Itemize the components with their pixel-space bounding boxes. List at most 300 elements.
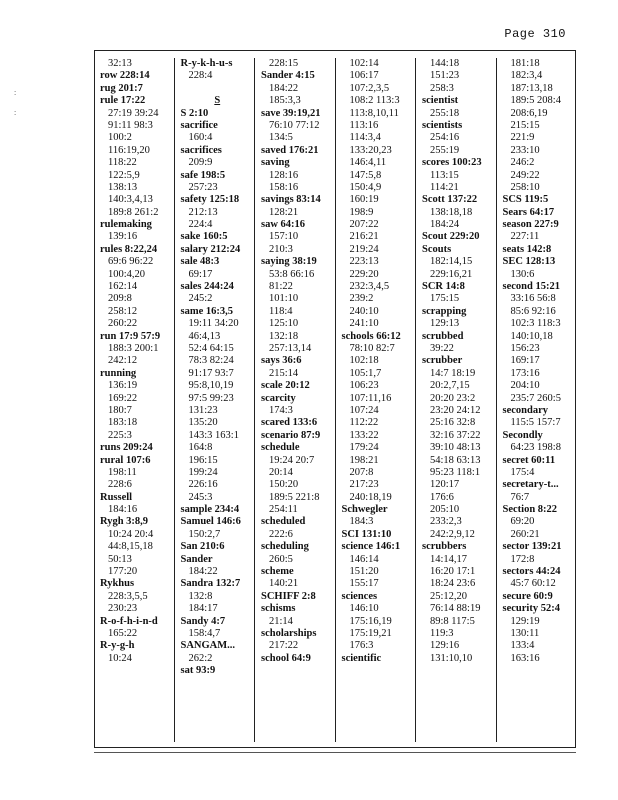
page-line-ref: 204:10 bbox=[510, 380, 540, 392]
page-line-ref: 262:2 bbox=[188, 652, 213, 664]
page-line-ref: 76:14 88:19 bbox=[430, 603, 481, 615]
page-line-ref: 246:2 bbox=[510, 157, 535, 169]
page-line-ref: 151:23 bbox=[430, 70, 460, 82]
page-line-ref: 215:15 bbox=[510, 119, 540, 131]
index-term: scientific bbox=[341, 652, 382, 664]
page-line-ref: 169:22 bbox=[108, 392, 138, 404]
page-line-ref: 105:1,7 bbox=[349, 367, 382, 379]
page-line-ref: 25:16 32:8 bbox=[430, 417, 476, 429]
page-line-ref: 107:11,16 bbox=[349, 392, 392, 404]
page-line-ref: 249:22 bbox=[510, 169, 540, 181]
index-term: running bbox=[100, 367, 137, 379]
index-term: San 210:6 bbox=[180, 541, 225, 553]
page-line-ref: 135:20 bbox=[188, 417, 218, 429]
index-term: savings 83:14 bbox=[261, 194, 321, 206]
page-line-ref: 242:12 bbox=[108, 355, 138, 367]
page-line-ref: 257:13,14 bbox=[269, 342, 312, 354]
page-line-ref: 46:4,13 bbox=[188, 330, 221, 342]
index-term: seats 142:8 bbox=[502, 243, 552, 255]
index-term: schisms bbox=[261, 603, 296, 615]
page-line-ref: 125:10 bbox=[269, 318, 299, 330]
page-line-ref: 10:24 20:4 bbox=[108, 528, 154, 540]
index-term: scrubbed bbox=[422, 330, 464, 342]
index-term: same 16:3,5 bbox=[180, 305, 233, 317]
page-line-ref: 196:15 bbox=[188, 454, 218, 466]
index-term: scarcity bbox=[261, 392, 296, 404]
page-line-ref: 128:21 bbox=[269, 206, 299, 218]
index-term: save 39:19,21 bbox=[261, 107, 321, 119]
page-line-ref: 27:19 39:24 bbox=[108, 107, 159, 119]
page-line-ref: 114:21 bbox=[430, 181, 459, 193]
page-line-ref: 113:8,10,11 bbox=[349, 107, 399, 119]
page-line-ref: 160:4 bbox=[188, 132, 213, 144]
page-line-ref: 97:5 99:23 bbox=[188, 392, 234, 404]
index-term: rulemaking bbox=[100, 219, 152, 231]
index-term: secondary bbox=[502, 404, 548, 416]
index-term: sciences bbox=[341, 590, 378, 602]
page-line-ref: 184:24 bbox=[430, 219, 460, 231]
index-term: Scouts bbox=[422, 243, 452, 255]
page-line-ref: 146:14 bbox=[349, 553, 379, 565]
index-term: scale 20:12 bbox=[261, 380, 310, 392]
index-column bbox=[175, 58, 256, 742]
page-line-ref: 150:4,9 bbox=[349, 181, 382, 193]
index-term: scenario 87:9 bbox=[261, 429, 321, 441]
page-line-ref: 254:16 bbox=[430, 132, 460, 144]
page-line-ref: 228:15 bbox=[269, 58, 299, 69]
page-line-ref: 223:13 bbox=[349, 256, 379, 268]
index-term: Section 8:22 bbox=[502, 504, 558, 516]
page-line-ref: 106:23 bbox=[349, 380, 379, 392]
index-term: Sandy 4:7 bbox=[180, 615, 226, 627]
page-line-ref: 139:16 bbox=[108, 231, 138, 243]
page-line-ref: 108:2 113:3 bbox=[349, 95, 400, 107]
index-term: R-y-k-h-u-s bbox=[180, 58, 233, 69]
page-line-ref: 78:3 82:24 bbox=[188, 355, 234, 367]
page-line-ref: 52:4 64:15 bbox=[188, 342, 234, 354]
page-line-ref: 16:20 17:1 bbox=[430, 566, 476, 578]
page-line-ref: 91:17 93:7 bbox=[188, 367, 234, 379]
index-term: secure 60:9 bbox=[502, 590, 553, 602]
page-line-ref: 128:16 bbox=[269, 169, 299, 181]
page-line-ref: 258:12 bbox=[108, 305, 138, 317]
index-term: sale 48:3 bbox=[180, 256, 220, 268]
page-line-ref: 184:3 bbox=[349, 516, 374, 528]
index-term: sample 234:4 bbox=[180, 504, 240, 516]
page-line-ref: 184:22 bbox=[269, 82, 299, 94]
index-term: scientist bbox=[422, 95, 459, 107]
page-line-ref: 258:10 bbox=[510, 181, 540, 193]
page-line-ref: 89:8 117:5 bbox=[430, 615, 475, 627]
index-term: sectors 44:24 bbox=[502, 566, 561, 578]
index-term: secret 60:11 bbox=[502, 454, 556, 466]
index-term: S bbox=[214, 95, 221, 107]
index-term: scrubbers bbox=[422, 541, 467, 553]
index-column bbox=[255, 58, 336, 742]
page-line-ref: 187:13,18 bbox=[510, 82, 553, 94]
page-line-ref: 227:11 bbox=[510, 231, 540, 243]
index-term: scrubber bbox=[422, 355, 463, 367]
page-line-ref: 113:16 bbox=[349, 119, 379, 131]
page-line-ref: 255:18 bbox=[430, 107, 460, 119]
index-term: sake 160:5 bbox=[180, 231, 228, 243]
page-line-ref: 69:6 96:22 bbox=[108, 256, 154, 268]
page-line-ref: 228:3,5,5 bbox=[108, 590, 148, 602]
page-line-ref: 138:18,18 bbox=[430, 206, 473, 218]
page-line-ref: 226:16 bbox=[188, 479, 218, 491]
page-line-ref: 53:8 66:16 bbox=[269, 268, 315, 280]
page-line-ref: 130:11 bbox=[510, 627, 540, 639]
page-line-ref: 101:10 bbox=[269, 293, 299, 305]
index-term: scores 100:23 bbox=[422, 157, 482, 169]
page-line-ref: 174:3 bbox=[269, 404, 293, 416]
page-line-ref: 224:4 bbox=[188, 219, 213, 231]
page-line-ref: 260:22 bbox=[108, 318, 138, 330]
index-term: Rygh 3:8,9 bbox=[100, 516, 149, 528]
page-line-ref: 133:20,23 bbox=[349, 144, 392, 156]
index-term: S 2:10 bbox=[180, 107, 209, 119]
page-line-ref: 45:7 60:12 bbox=[510, 578, 556, 590]
page-line-ref: 158:4,7 bbox=[188, 627, 221, 639]
page-line-ref: 217:22 bbox=[269, 640, 299, 652]
page-line-ref: 140:3,4,13 bbox=[108, 194, 153, 206]
index-term: scrapping bbox=[422, 305, 467, 317]
index-term: saved 176:21 bbox=[261, 144, 319, 156]
page-line-ref: 198:21 bbox=[349, 454, 379, 466]
page-line-ref: 118:4 bbox=[269, 305, 293, 317]
page-line-ref: 14:7 18:19 bbox=[430, 367, 476, 379]
page-line-ref: 228:4 bbox=[188, 70, 213, 82]
page-line-ref: 150:2,7 bbox=[188, 528, 221, 540]
index-term: scheme bbox=[261, 566, 294, 578]
page-line-ref: 32:16 37:22 bbox=[430, 429, 481, 441]
index-term: runs 209:24 bbox=[100, 442, 153, 454]
page-line-ref: 32:13 bbox=[108, 58, 132, 69]
page-line-ref: 39:22 bbox=[430, 342, 454, 354]
page-line-ref: 225:3 bbox=[108, 429, 132, 441]
index-term: Russell bbox=[100, 491, 133, 503]
page-line-ref: 107:24 bbox=[349, 404, 379, 416]
page-line-ref: 217:23 bbox=[349, 479, 379, 491]
page-line-ref: 184:17 bbox=[188, 603, 218, 615]
index-term: saw 64:16 bbox=[261, 219, 306, 231]
index-term: Samuel 146:6 bbox=[180, 516, 241, 528]
page-line-ref: 129:16 bbox=[430, 640, 460, 652]
page-line-ref: 229:16,21 bbox=[430, 268, 473, 280]
index-term: sacrifices bbox=[180, 144, 222, 156]
page-line-ref: 228:6 bbox=[108, 479, 132, 491]
page-line-ref: 257:23 bbox=[188, 181, 218, 193]
page-line-ref: 23:20 24:12 bbox=[430, 404, 481, 416]
index-term: R-o-f-h-i-n-d bbox=[100, 615, 158, 627]
page-line-ref: 229:20 bbox=[349, 268, 379, 280]
page-line-ref: 134:5 bbox=[269, 132, 293, 144]
index-column bbox=[336, 58, 417, 742]
index-term: security 52:4 bbox=[502, 603, 560, 615]
page-line-ref: 219:24 bbox=[349, 243, 379, 255]
index-term: sat 93:9 bbox=[180, 665, 216, 677]
page-line-ref: 188:3 200:1 bbox=[108, 342, 159, 354]
page-line-ref: 131:23 bbox=[188, 404, 218, 416]
page-line-ref: 81:22 bbox=[269, 281, 293, 293]
page-line-ref: 138:13 bbox=[108, 181, 138, 193]
page-line-ref: 144:18 bbox=[430, 58, 460, 69]
page-line-ref: 239:2 bbox=[349, 293, 374, 305]
page-number: Page 310 bbox=[504, 27, 566, 41]
page-line-ref: 100:4,20 bbox=[108, 268, 146, 280]
page-line-ref: 240:10 bbox=[349, 305, 379, 317]
page-line-ref: 85:6 92:16 bbox=[510, 305, 556, 317]
page-line-ref: 165:22 bbox=[108, 627, 138, 639]
page-line-ref: 160:19 bbox=[349, 194, 379, 206]
page-line-ref: 163:16 bbox=[510, 652, 540, 664]
index-term: secretary-t... bbox=[502, 479, 559, 491]
page-line-ref: 221:9 bbox=[510, 132, 535, 144]
index-term: Sander 4:15 bbox=[261, 70, 315, 82]
index-column bbox=[416, 58, 497, 742]
page-line-ref: 169:17 bbox=[510, 355, 540, 367]
index-term: run 17:9 57:9 bbox=[100, 330, 161, 342]
page-line-ref: 114:3,4 bbox=[349, 132, 381, 144]
page-line-ref: 157:10 bbox=[269, 231, 299, 243]
page-line-ref: 131:10,10 bbox=[430, 652, 473, 664]
page-line-ref: 233:10 bbox=[510, 144, 540, 156]
page-line-ref: 172:8 bbox=[510, 553, 535, 565]
index-term: sector 139:21 bbox=[502, 541, 562, 553]
index-term: science 146:1 bbox=[341, 541, 401, 553]
page-line-ref: 207:8 bbox=[349, 466, 374, 478]
index-term: scholarships bbox=[261, 627, 317, 639]
page-line-ref: 242:2,9,12 bbox=[430, 528, 475, 540]
page-line-ref: 102:3 118:3 bbox=[510, 318, 561, 330]
margin-mark: : bbox=[14, 88, 17, 97]
index-term: school 64:9 bbox=[261, 652, 311, 664]
page-line-ref: 260:5 bbox=[269, 553, 293, 565]
page-line-ref: 50:13 bbox=[108, 553, 132, 565]
index-term: rule 17:22 bbox=[100, 95, 146, 107]
page-line-ref: 76:7 bbox=[510, 491, 530, 503]
index-term: scared 133:6 bbox=[261, 417, 318, 429]
index-term: row 228:14 bbox=[100, 70, 150, 82]
page-line-ref: 155:17 bbox=[349, 578, 379, 590]
index-column bbox=[497, 58, 577, 742]
page-line-ref: 235:7 260:5 bbox=[510, 392, 561, 404]
page-line-ref: 106:17 bbox=[349, 70, 379, 82]
page-line-ref: 146:4,11 bbox=[349, 157, 387, 169]
index-term: Sears 64:17 bbox=[502, 206, 555, 218]
page-line-ref: 241:10 bbox=[349, 318, 379, 330]
page-line-ref: 189:8 261:2 bbox=[108, 206, 159, 218]
index-term: sales 244:24 bbox=[180, 281, 234, 293]
page-line-ref: 177:20 bbox=[108, 566, 138, 578]
page-line-ref: 181:18 bbox=[510, 58, 540, 69]
index-term: safety 125:18 bbox=[180, 194, 240, 206]
page-line-ref: 209:9 bbox=[188, 157, 213, 169]
index-term: SCS 119:5 bbox=[502, 194, 549, 206]
page-line-ref: 150:20 bbox=[269, 479, 299, 491]
page-line-ref: 95:8,10,19 bbox=[188, 380, 234, 392]
page-line-ref: 245:2 bbox=[188, 293, 213, 305]
index-term: SEC 128:13 bbox=[502, 256, 556, 268]
page-line-ref: 91:11 98:3 bbox=[108, 119, 153, 131]
page-line-ref: 189:5 221:8 bbox=[269, 491, 320, 503]
page-line-ref: 185:3,3 bbox=[269, 95, 301, 107]
page-line-ref: 210:3 bbox=[269, 243, 293, 255]
page-line-ref: 118:22 bbox=[108, 157, 137, 169]
index-term: sacrifice bbox=[180, 119, 218, 131]
index-term: Scott 137:22 bbox=[422, 194, 478, 206]
page-line-ref: 182:3,4 bbox=[510, 70, 543, 82]
page-line-ref: 209:8 bbox=[108, 293, 132, 305]
page-line-ref: 232:3,4,5 bbox=[349, 281, 390, 293]
page-line-ref: 258:3 bbox=[430, 82, 454, 94]
index-term: SCR 14:8 bbox=[422, 281, 465, 293]
index-term: rules 8:22,24 bbox=[100, 243, 158, 255]
page-line-ref: 132:18 bbox=[269, 330, 299, 342]
page-line-ref: 208:6,19 bbox=[510, 107, 548, 119]
index-term: Sandra 132:7 bbox=[180, 578, 241, 590]
index-term: saying 38:19 bbox=[261, 256, 317, 268]
page-line-ref: 198:11 bbox=[108, 466, 137, 478]
index-term: second 15:21 bbox=[502, 281, 560, 293]
page-line-ref: 255:19 bbox=[430, 144, 460, 156]
page-line-ref: 254:11 bbox=[269, 504, 298, 516]
page-line-ref: 179:24 bbox=[349, 442, 379, 454]
page-line-ref: 14:14,17 bbox=[430, 553, 468, 565]
page-line-ref: 102:14 bbox=[349, 58, 379, 69]
index-term: rug 201:7 bbox=[100, 82, 143, 94]
page-line-ref: 215:14 bbox=[269, 367, 299, 379]
page-line-ref: 245:3 bbox=[188, 491, 213, 503]
margin-mark: : bbox=[14, 108, 17, 117]
index-term: says 36:6 bbox=[261, 355, 302, 367]
page-line-ref: 19:11 34:20 bbox=[188, 318, 239, 330]
index-term: scientists bbox=[422, 119, 463, 131]
page-line-ref: 21:14 bbox=[269, 615, 293, 627]
page-line-ref: 54:18 63:13 bbox=[430, 454, 481, 466]
index-term: Secondly bbox=[502, 429, 543, 441]
index-term: rural 107:6 bbox=[100, 454, 151, 466]
page-line-ref: 198:9 bbox=[349, 206, 374, 218]
page-line-ref: 233:2,3 bbox=[430, 516, 462, 528]
index-term: Scout 229:20 bbox=[422, 231, 480, 243]
page-line-ref: 158:16 bbox=[269, 181, 299, 193]
index-term: saving bbox=[261, 157, 290, 169]
page-line-ref: 175:4 bbox=[510, 466, 535, 478]
page-line-ref: 20:20 23:2 bbox=[430, 392, 476, 404]
page-line-ref: 146:10 bbox=[349, 603, 379, 615]
page-line-ref: 107:2,3,5 bbox=[349, 82, 390, 94]
page-line-ref: 183:18 bbox=[108, 417, 138, 429]
page-line-ref: 133:22 bbox=[349, 429, 379, 441]
bottom-rule bbox=[94, 752, 576, 753]
word-index-grid bbox=[94, 58, 576, 742]
index-term: Schwegler bbox=[341, 504, 388, 516]
page-line-ref: 156:23 bbox=[510, 342, 540, 354]
page-line-ref: 260:21 bbox=[510, 528, 540, 540]
page-line-ref: 39:10 48:13 bbox=[430, 442, 481, 454]
page-line-ref: 182:14,15 bbox=[430, 256, 473, 268]
page-line-ref: 175:19,21 bbox=[349, 627, 392, 639]
index-term: Rykhus bbox=[100, 578, 135, 590]
page-line-ref: 207:22 bbox=[349, 219, 379, 231]
page-line-ref: 112:22 bbox=[349, 417, 379, 429]
page-line-ref: 240:18,19 bbox=[349, 491, 392, 503]
page-line-ref: 78:10 82:7 bbox=[349, 342, 395, 354]
page-line-ref: 189:5 208:4 bbox=[510, 95, 561, 107]
page-line-ref: 133:4 bbox=[510, 640, 535, 652]
index-term: SANGAM... bbox=[180, 640, 236, 652]
page-line-ref: 184:22 bbox=[188, 566, 218, 578]
page-line-ref: 230:23 bbox=[108, 603, 138, 615]
page-line-ref: 119:3 bbox=[430, 627, 454, 639]
page-line-ref: 151:20 bbox=[349, 566, 379, 578]
index-term: season 227:9 bbox=[502, 219, 559, 231]
index-term: schedule bbox=[261, 442, 300, 454]
page-line-ref: 143:3 163:1 bbox=[188, 429, 239, 441]
page-line-ref: 132:8 bbox=[188, 590, 213, 602]
page-line-ref: 19:24 20:7 bbox=[269, 454, 315, 466]
index-column bbox=[94, 58, 175, 742]
index-term: schools 66:12 bbox=[341, 330, 401, 342]
page-line-ref: 216:21 bbox=[349, 231, 379, 243]
page-line-ref: 122:5,9 bbox=[108, 169, 140, 181]
page-line-ref: 115:5 157:7 bbox=[510, 417, 561, 429]
page-line-ref: 44:8,15,18 bbox=[108, 541, 153, 553]
page-line-ref: 69:20 bbox=[510, 516, 535, 528]
page-line-ref: 20:2,7,15 bbox=[430, 380, 470, 392]
index-term: SCHIFF 2:8 bbox=[261, 590, 316, 602]
page-line-ref: 175:16,19 bbox=[349, 615, 392, 627]
page-line-ref: 184:16 bbox=[108, 504, 138, 516]
index-term: scheduling bbox=[261, 541, 309, 553]
page-line-ref: 95:23 118:1 bbox=[430, 466, 481, 478]
page-line-ref: 136:19 bbox=[108, 380, 138, 392]
index-term: scheduled bbox=[261, 516, 306, 528]
page-line-ref: 173:16 bbox=[510, 367, 540, 379]
page-line-ref: 113:15 bbox=[430, 169, 459, 181]
page-line-ref: 222:6 bbox=[269, 528, 293, 540]
page-line-ref: 25:12,20 bbox=[430, 590, 468, 602]
page-line-ref: 176:3 bbox=[349, 640, 374, 652]
page-line-ref: 164:8 bbox=[188, 442, 213, 454]
page-line-ref: 33:16 56:8 bbox=[510, 293, 556, 305]
page-line-ref: 180:7 bbox=[108, 404, 132, 416]
page-line-ref: 116:19,20 bbox=[108, 144, 150, 156]
page-line-ref: 140:21 bbox=[269, 578, 299, 590]
index-term: safe 198:5 bbox=[180, 169, 226, 181]
index-term: salary 212:24 bbox=[180, 243, 241, 255]
page-line-ref: 64:23 198:8 bbox=[510, 442, 561, 454]
page-line-ref: 162:14 bbox=[108, 281, 138, 293]
page-line-ref: 129:19 bbox=[510, 615, 540, 627]
page-line-ref: 18:24 23:6 bbox=[430, 578, 476, 590]
page-line-ref: 102:18 bbox=[349, 355, 379, 367]
page-line-ref: 205:10 bbox=[430, 504, 460, 516]
page-line-ref bbox=[181, 83, 255, 95]
page-line-ref: 76:10 77:12 bbox=[269, 119, 320, 131]
page-line-ref: 175:15 bbox=[430, 293, 460, 305]
page-line-ref: 199:24 bbox=[188, 466, 218, 478]
page-line-ref: 100:2 bbox=[108, 132, 132, 144]
index-term: R-y-g-h bbox=[100, 640, 135, 652]
index-term: Sander bbox=[180, 553, 213, 565]
page-line-ref: 129:13 bbox=[430, 318, 460, 330]
page-line-ref: 130:6 bbox=[510, 268, 535, 280]
index-term: SCI 131:10 bbox=[341, 528, 392, 540]
page-line-ref: 10:24 bbox=[108, 652, 132, 664]
page-line-ref: 69:17 bbox=[188, 268, 213, 280]
